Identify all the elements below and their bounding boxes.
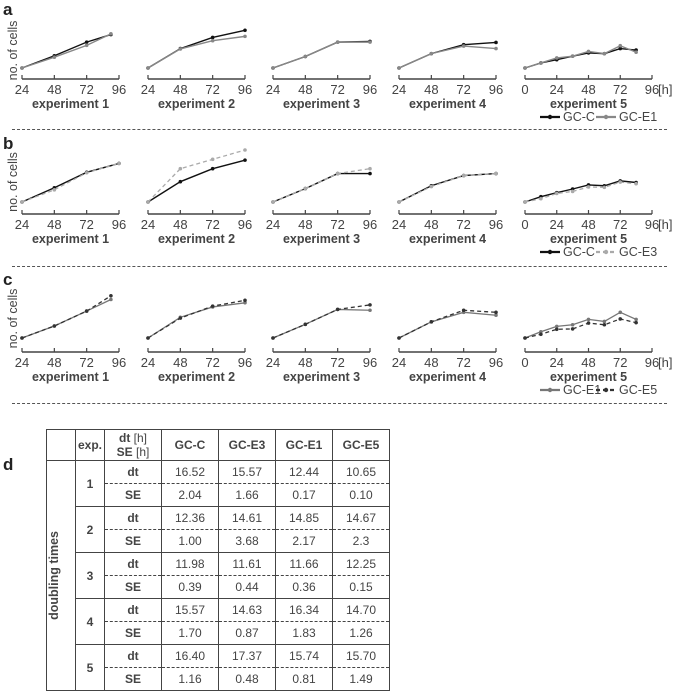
- header-dt: dt: [118, 431, 131, 445]
- experiment-label: experiment 4: [408, 97, 487, 111]
- se-value: 0.44: [219, 576, 276, 599]
- dt-value: 16.52: [162, 461, 219, 484]
- x-tick-label: 96: [111, 217, 127, 232]
- x-tick-label: 48: [581, 82, 596, 97]
- header-gc-e5: GC-E5: [333, 430, 390, 461]
- x-tick-label: 48: [298, 355, 313, 370]
- metric-dt: dt: [105, 553, 162, 576]
- y-axis-label: no. of cells: [6, 288, 20, 349]
- subplot-experiment-3: [266, 167, 377, 246]
- x-tick-label: 24: [549, 355, 564, 370]
- se-value: 3.68: [219, 530, 276, 553]
- x-tick-label: 72: [613, 217, 628, 232]
- series-line-gc-c: [273, 174, 370, 202]
- table-header-row: [47, 430, 390, 461]
- x-tick-label: 96: [644, 82, 660, 97]
- experiment-label: experiment 2: [157, 370, 236, 384]
- x-tick-label: 96: [237, 82, 253, 97]
- table-row-dt: [47, 645, 390, 668]
- x-tick-label: 72: [79, 355, 94, 370]
- x-tick-label: 48: [424, 217, 439, 232]
- x-tick-label: 48: [173, 355, 188, 370]
- subplot-experiment-4: [392, 172, 503, 246]
- se-value: 1.70: [162, 622, 219, 645]
- legend-label: GC-E3: [619, 245, 658, 259]
- dt-value: 15.74: [276, 645, 333, 668]
- legend: [540, 245, 657, 259]
- dt-value: 15.57: [162, 599, 219, 622]
- legend-label: GC-E1: [563, 383, 602, 397]
- dt-value: 14.61: [219, 507, 276, 530]
- subplot-experiment-4: [392, 41, 503, 111]
- subplot-experiment-1: [15, 162, 126, 246]
- experiment-label: experiment 4: [408, 232, 487, 246]
- x-tick-label: 96: [362, 217, 378, 232]
- se-value: 0.39: [162, 576, 219, 599]
- x-tick-label: 72: [79, 217, 94, 232]
- exp-number: 4: [76, 599, 105, 645]
- subplot-experiment-1: [15, 294, 126, 384]
- x-tick-label: 48: [298, 217, 313, 232]
- metric-se: SE: [105, 576, 162, 599]
- subplot-experiment-3: [266, 303, 377, 384]
- series-line-gc-e1: [148, 303, 245, 338]
- series-line-gc-c: [148, 160, 245, 202]
- se-value: 0.15: [333, 576, 390, 599]
- series-line-gc-e1: [273, 309, 370, 338]
- legend: [540, 383, 657, 397]
- panel-label-a: a: [3, 0, 13, 19]
- x-tick-label: 96: [237, 217, 253, 232]
- x-tick-label: 24: [265, 355, 281, 370]
- x-tick-label: 24: [265, 217, 281, 232]
- series-line-gc-e3: [148, 150, 245, 202]
- series-line-gc-c: [399, 174, 496, 202]
- experiment-label: experiment 3: [282, 232, 361, 246]
- x-tick-label: 96: [644, 355, 660, 370]
- x-tick-label: 72: [330, 355, 345, 370]
- header-metric: [105, 430, 162, 461]
- se-value: 1.26: [333, 622, 390, 645]
- header-se: SE: [116, 445, 133, 459]
- dt-value: 15.70: [333, 645, 390, 668]
- series-line-gc-e1: [22, 299, 111, 338]
- x-tick-label: 72: [79, 82, 94, 97]
- dt-value: 12.44: [276, 461, 333, 484]
- x-tick-label: 24: [391, 355, 407, 370]
- dt-value: 15.57: [219, 461, 276, 484]
- x-tick-label: 48: [581, 355, 596, 370]
- dt-value: 14.85: [276, 507, 333, 530]
- series-line-gc-e1: [148, 36, 245, 68]
- subplot-experiment-5: [521, 311, 672, 384]
- doubling-times-table: [46, 429, 390, 691]
- metric-se: SE: [105, 530, 162, 553]
- x-tick-label: 48: [173, 217, 188, 232]
- experiment-label: experiment 1: [31, 97, 110, 111]
- x-tick-label: 72: [456, 82, 471, 97]
- x-tick-label: 0: [521, 355, 529, 370]
- legend-label: GC-C: [563, 245, 595, 259]
- dt-value: 12.25: [333, 553, 390, 576]
- experiment-label: experiment 1: [31, 232, 110, 246]
- dt-value: 11.66: [276, 553, 333, 576]
- experiment-label: experiment 2: [157, 97, 236, 111]
- x-tick-label: 24: [14, 217, 30, 232]
- x-tick-label: 24: [14, 355, 30, 370]
- x-unit-label: [h]: [658, 82, 673, 97]
- se-value: 0.81: [276, 668, 333, 691]
- dt-value: 10.65: [333, 461, 390, 484]
- header-dt-unit: [h]: [133, 431, 147, 445]
- experiment-label: experiment 5: [549, 370, 628, 384]
- se-value: 2.17: [276, 530, 333, 553]
- series-line-gc-e3: [22, 163, 119, 202]
- x-tick-label: 48: [173, 82, 188, 97]
- x-tick-label: 48: [581, 217, 596, 232]
- subplot-experiment-5: [521, 179, 672, 246]
- subplot-experiment-2: [141, 299, 252, 384]
- x-tick-label: 96: [488, 355, 504, 370]
- metric-dt: dt: [105, 507, 162, 530]
- panel-label-d: d: [3, 455, 14, 474]
- se-value: 1.00: [162, 530, 219, 553]
- se-value: 0.87: [219, 622, 276, 645]
- x-tick-label: 72: [205, 82, 220, 97]
- subplot-experiment-2: [141, 148, 252, 246]
- table-row-dt: [47, 461, 390, 484]
- dt-value: 14.70: [333, 599, 390, 622]
- x-tick-label: 24: [391, 217, 407, 232]
- series-line-gc-e5: [148, 300, 245, 338]
- x-tick-label: 48: [47, 355, 62, 370]
- legend-label: GC-E1: [619, 110, 658, 124]
- x-tick-label: 24: [549, 82, 564, 97]
- series-line-gc-c: [525, 49, 636, 68]
- series-line-gc-e1: [399, 312, 496, 338]
- x-tick-label: 72: [613, 82, 628, 97]
- y-axis-label: no. of cells: [6, 20, 20, 81]
- series-line-gc-e1: [399, 46, 496, 68]
- x-tick-label: 72: [205, 355, 220, 370]
- legend-label: GC-C: [563, 110, 595, 124]
- x-tick-label: 24: [140, 355, 156, 370]
- x-tick-label: 96: [644, 217, 660, 232]
- metric-se: SE: [105, 668, 162, 691]
- se-value: 2.04: [162, 484, 219, 507]
- se-value: 0.17: [276, 484, 333, 507]
- experiment-label: experiment 3: [282, 370, 361, 384]
- x-tick-label: 96: [111, 355, 127, 370]
- exp-number: 5: [76, 645, 105, 691]
- x-tick-label: 48: [424, 355, 439, 370]
- legend: [540, 110, 657, 124]
- se-value: 2.3: [333, 530, 390, 553]
- se-value: 0.48: [219, 668, 276, 691]
- series-line-gc-e1: [273, 42, 370, 68]
- subplot-experiment-2: [141, 28, 252, 111]
- header-gc-e1: GC-E1: [276, 430, 333, 461]
- subplot-experiment-1: [15, 32, 126, 111]
- x-unit-label: [h]: [658, 355, 673, 370]
- dt-value: 14.67: [333, 507, 390, 530]
- se-value: 1.83: [276, 622, 333, 645]
- x-tick-label: 0: [521, 217, 529, 232]
- se-value: 1.49: [333, 668, 390, 691]
- dt-value: 12.36: [162, 507, 219, 530]
- x-tick-label: 48: [47, 82, 62, 97]
- x-tick-label: 72: [613, 355, 628, 370]
- x-tick-label: 48: [424, 82, 439, 97]
- x-tick-label: 24: [14, 82, 30, 97]
- dt-value: 14.63: [219, 599, 276, 622]
- x-tick-label: 24: [391, 82, 407, 97]
- x-tick-label: 48: [47, 217, 62, 232]
- x-tick-label: 96: [362, 82, 378, 97]
- se-value: 0.36: [276, 576, 333, 599]
- header-gc-e3: GC-E3: [219, 430, 276, 461]
- x-tick-label: 24: [265, 82, 281, 97]
- x-tick-label: 0: [521, 82, 529, 97]
- panel-label-c: c: [3, 270, 13, 289]
- x-tick-label: 72: [456, 355, 471, 370]
- x-tick-label: 72: [330, 82, 345, 97]
- experiment-label: experiment 4: [408, 370, 487, 384]
- series-line-gc-e5: [22, 296, 111, 338]
- metric-dt: dt: [105, 645, 162, 668]
- table-row-dt: [47, 507, 390, 530]
- series-line-gc-e3: [399, 174, 496, 202]
- exp-number: 3: [76, 553, 105, 599]
- x-tick-label: 24: [549, 217, 564, 232]
- header-gc-c: GC-C: [162, 430, 219, 461]
- x-tick-label: 96: [362, 355, 378, 370]
- chart-panel-a: [6, 21, 672, 124]
- table-row-dt: [47, 599, 390, 622]
- x-tick-label: 24: [140, 217, 156, 232]
- x-tick-label: 48: [298, 82, 313, 97]
- y-axis-label: no. of cells: [6, 152, 20, 212]
- se-value: 1.66: [219, 484, 276, 507]
- experiment-label: experiment 2: [157, 232, 236, 246]
- metric-dt: dt: [105, 461, 162, 484]
- subplot-experiment-4: [392, 308, 503, 384]
- x-tick-label: 96: [488, 82, 504, 97]
- x-unit-label: [h]: [658, 217, 673, 232]
- chart-panel-b: [6, 148, 672, 259]
- exp-number: 1: [76, 461, 105, 507]
- legend-label: GC-E5: [619, 383, 658, 397]
- series-line-gc-c: [273, 41, 370, 68]
- metric-se: SE: [105, 622, 162, 645]
- x-tick-label: 72: [205, 217, 220, 232]
- series-line-gc-c: [399, 42, 496, 68]
- x-tick-label: 96: [488, 217, 504, 232]
- row-group-label: [47, 461, 76, 691]
- panel-label-b: b: [3, 134, 14, 153]
- x-tick-label: 72: [330, 217, 345, 232]
- subplot-experiment-5: [521, 44, 672, 111]
- x-tick-label: 24: [140, 82, 156, 97]
- x-tick-label: 72: [456, 217, 471, 232]
- dt-value: 11.98: [162, 553, 219, 576]
- chart-panel-c: [6, 289, 672, 397]
- experiment-label: experiment 1: [31, 370, 110, 384]
- dt-value: 17.37: [219, 645, 276, 668]
- header-exp: exp.: [76, 430, 105, 461]
- header-se-unit: [h]: [136, 445, 150, 459]
- x-tick-label: 96: [111, 82, 127, 97]
- metric-dt: dt: [105, 599, 162, 622]
- doubling-times-label: doubling times: [47, 531, 61, 620]
- subplot-experiment-3: [266, 40, 377, 111]
- metric-se: SE: [105, 484, 162, 507]
- exp-number: 2: [76, 507, 105, 553]
- x-tick-label: 96: [237, 355, 253, 370]
- experiment-label: experiment 5: [549, 97, 628, 111]
- dt-value: 16.34: [276, 599, 333, 622]
- dt-value: 16.40: [162, 645, 219, 668]
- header-empty: [47, 430, 76, 461]
- table-row-dt: [47, 553, 390, 576]
- se-value: 1.16: [162, 668, 219, 691]
- series-line-gc-c: [148, 30, 245, 68]
- experiment-label: experiment 5: [549, 232, 628, 246]
- experiment-label: experiment 3: [282, 97, 361, 111]
- dt-value: 11.61: [219, 553, 276, 576]
- se-value: 0.10: [333, 484, 390, 507]
